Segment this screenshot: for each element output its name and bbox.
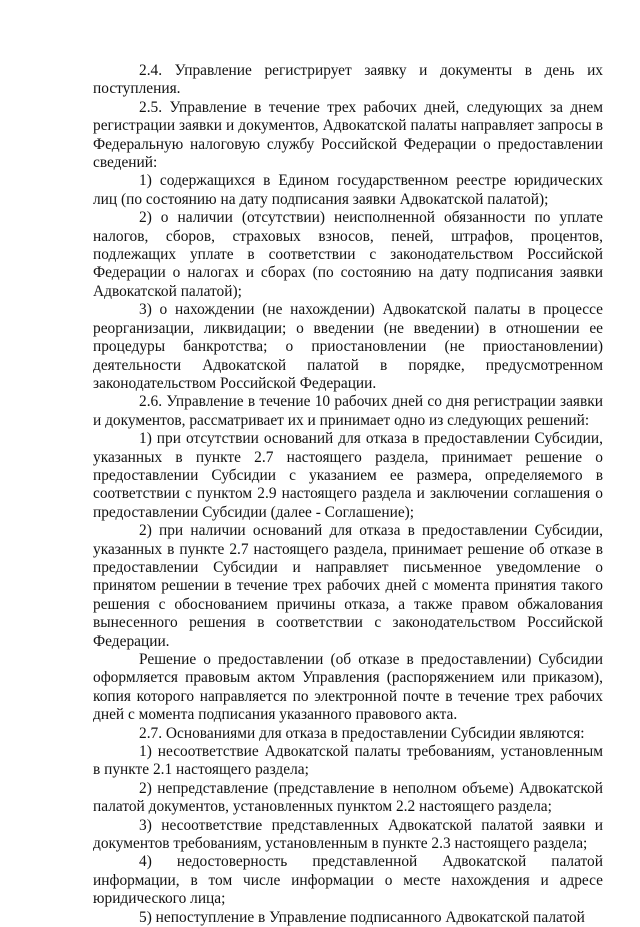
document-body bbox=[93, 62, 603, 927]
paragraph-2-7-item-3: 3) несоответствие представленных Адвокатской палатой заявки и документов требованиям, установленным в пункте 2.3 настоящего раздела; bbox=[93, 816, 603, 853]
paragraph-2-5: 2.5. Управление в течение трех рабочих дней, следующих за днем регистрации заявки и документов, Адвокатской палаты направляет запросы в Федеральную налоговую службу Российской Федерации о предоставлении сведений: bbox=[93, 98, 603, 172]
paragraph-2-4: 2.4. Управление регистрирует заявку и документы в день их поступления. bbox=[93, 62, 603, 98]
paragraph-2-5-item-1: 1) содержащихся в Едином государственном реестре юридических лиц (по состоянию на дату подписания заявки Адвокатской палатой); bbox=[93, 172, 603, 208]
paragraph-2-6-item-2: 2) при наличии оснований для отказа в предоставлении Субсидии, указанных в пункте 2.7 настоящего раздела, принимает решение об отказе в предоставлении Субсидии и направляет письменное уведомление о принятом решении в течение трех рабочих дней с момента принятия такого решения с обоснованием причины отказа, а также правом обжалования вынесенного решения в соответствии с законодательством Российской Федерации. bbox=[93, 522, 603, 650]
paragraph-2-7: 2.7. Основаниями для отказа в предоставлении Субсидии являются: bbox=[139, 724, 585, 742]
paragraph-2-7-item-5: 5) непоступление в Управление подписанного Адвокатской палатой bbox=[139, 908, 585, 926]
paragraph-2-7-item-2: 2) непредставление (представление в неполном объеме) Адвокатской палатой документов, установленных пунктом 2.2 настоящего раздела; bbox=[93, 779, 603, 816]
paragraph-decision-note: Решение о предоставлении (об отказе в предоставлении) Субсидии оформляется правовым актом Управления (распоряжением или приказом), копия которого направляется по электронной почте в течение трех рабочих дней с момента подписания указанного правового акта. bbox=[93, 651, 603, 724]
paragraph-2-7-item-1: 1) несоответствие Адвокатской палаты требованиям, установленным в пункте 2.1 настоящего раздела; bbox=[93, 743, 603, 779]
paragraph-2-6-item-1: 1) при отсутствии оснований для отказа в предоставлении Субсидии, указанных в пункте 2.7 настоящего раздела, принимает решение о предоставлении Субсидии с указанием ее размера, определяемого в соответствии с пунктом 2.9 настоящего раздела и заключении соглашения о предоставлении Субсидии (далее - Соглашение); bbox=[93, 430, 603, 521]
paragraph-2-5-item-3: 3) о нахождении (не нахождении) Адвокатской палаты в процессе реорганизации, ликвидации; о введении (не введении) в отношении ее процедуры банкротства; о приостановлении (не приостановлении) деятельности Адвокатской палатой в порядке, предусмотренном законодательством Российской Федерации. bbox=[93, 301, 603, 392]
paragraph-2-7-item-4: 4) недостоверность представленной Адвокатской палатой информации, в том числе информации о месте нахождения и адресе юридического лица; bbox=[93, 853, 603, 908]
paragraph-2-5-item-2: 2) о наличии (отсутствии) неисполненной обязанности по уплате налогов, сборов, страховых взносов, пеней, штрафов, процентов, подлежащих уплате в соответствии с законодательством Российской Федерации о налогах и сборах (по состоянию на дату подписания заявки Адвокатской палатой); bbox=[93, 209, 603, 300]
paragraph-2-6: 2.6. Управление в течение 10 рабочих дней со дня регистрации заявки и документов, рассматривает их и принимает одно из следующих решений: bbox=[93, 393, 603, 429]
